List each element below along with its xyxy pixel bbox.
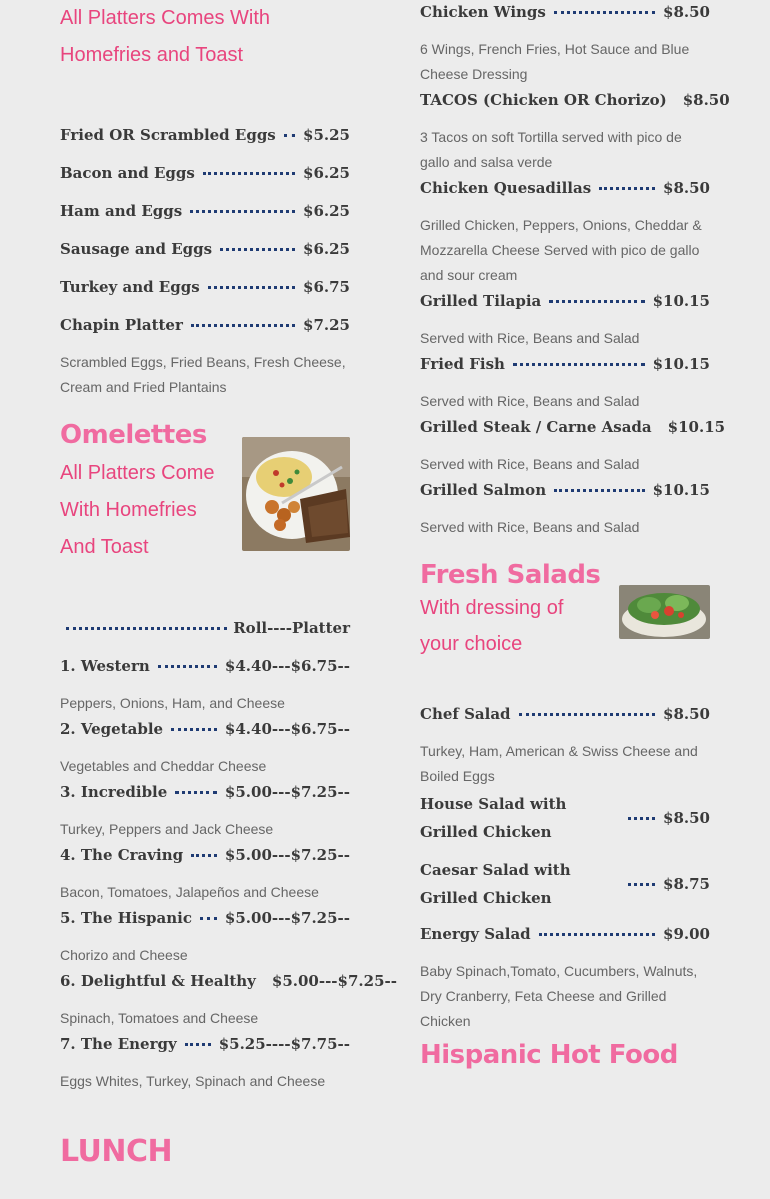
item-description: Vegetables and Cheddar Cheese [60, 758, 267, 774]
item-description: Served with Rice, Beans and Salad [420, 519, 640, 535]
dot-leader [513, 363, 645, 366]
item-description: 6 Wings, French Fries, Hot Sauce and Blue Cheese Dressing [420, 41, 690, 82]
item-name: Ham and Eggs [60, 202, 183, 220]
item-name: TACOS (Chicken OR Chorizo) [420, 91, 667, 109]
item-price: $5.00---$7.25-- [271, 972, 397, 990]
item-price: $5.00---$7.25-- [224, 909, 350, 927]
item-price: $6.75 [303, 278, 350, 296]
roll-platter-header-row [60, 619, 350, 637]
item-description: Served with Rice, Beans and Salad [420, 393, 640, 409]
omelette-item-3 [60, 783, 350, 801]
dot-leader [549, 300, 644, 303]
dot-leader [554, 489, 644, 492]
item-price: $8.75 [663, 875, 710, 893]
salad-photo [619, 585, 710, 639]
item-price: $6.25 [303, 164, 350, 182]
dot-leader [628, 817, 655, 820]
item-name: 3. Incredible [60, 783, 168, 801]
item-price: $8.50 [682, 91, 730, 109]
item-price: $5.00---$7.25-- [224, 846, 350, 864]
item-price: $5.00---$7.25-- [224, 783, 350, 801]
dot-leader [220, 248, 295, 251]
item-price: $6.25 [303, 202, 350, 220]
item-price: $8.50 [663, 809, 710, 827]
omelette-item-7 [60, 1035, 350, 1053]
chapin-description: Scrambled Eggs, Fried Beans, Fresh Cheese, Cream and Fried Plantains [60, 354, 346, 395]
salad-item-caesar [420, 856, 710, 912]
item-name: Turkey and Eggs [60, 278, 200, 296]
hispanic-hot-food-title: Hispanic Hot Food [420, 1040, 678, 1070]
item-description: Eggs Whites, Turkey, Spinach and Cheese [60, 1073, 326, 1089]
platters-note: All Platters Comes With Homefries and Toast [60, 7, 271, 66]
left-column [60, 0, 397, 1199]
dot-leader [628, 883, 655, 886]
item-description: Turkey, Peppers and Jack Cheese [60, 821, 274, 837]
right-column [420, 0, 730, 1199]
item-price: $8.50 [663, 705, 710, 723]
menu-item-salmon [420, 481, 710, 499]
item-name: Chef Salad [420, 705, 511, 723]
item-description: 3 Tacos on soft Tortilla served with pico de gallo and salsa verde [420, 129, 682, 170]
dot-leader [171, 728, 217, 731]
item-name: Caesar Salad with Grilled Chicken [420, 861, 571, 907]
dot-leader [190, 210, 295, 213]
item-name: Grilled Steak / Carne Asada [420, 418, 652, 436]
item-price: $10.15 [667, 418, 726, 436]
dot-leader [191, 324, 295, 327]
omelette-photo [242, 437, 350, 551]
item-name: 7. The Energy [60, 1035, 177, 1053]
menu-item-turkey-eggs [60, 278, 350, 296]
item-name: Grilled Tilapia [420, 292, 542, 310]
item-name: Grilled Salmon [420, 481, 547, 499]
item-name: Energy Salad [420, 925, 531, 943]
item-name: House Salad with Grilled Chicken [420, 795, 567, 841]
menu-item-bacon-eggs [60, 164, 350, 182]
dot-leader [175, 791, 217, 794]
omelette-item-4 [60, 846, 350, 864]
menu-item-chicken-wings [420, 3, 710, 21]
item-name: Chicken Quesadillas [420, 179, 592, 197]
dot-leader [185, 1043, 211, 1046]
item-description: Grilled Chicken, Peppers, Onions, Cheddar & Mozzarella Cheese Served with pico de gallo and sour cream [420, 217, 702, 283]
item-price: $9.00 [663, 925, 710, 943]
menu-item-quesadillas [420, 179, 710, 197]
salad-item-energy [420, 925, 710, 943]
omelette-item-2 [60, 720, 350, 738]
roll-platter-header: Roll----Platter [233, 619, 350, 637]
item-price: $10.15 [652, 292, 710, 310]
item-description: Peppers, Onions, Ham, and Cheese [60, 695, 285, 711]
menu-item-chapin-platter [60, 316, 350, 334]
item-price: $5.25----$7.75-- [218, 1035, 350, 1053]
item-description: Turkey, Ham, American & Swiss Cheese and Boiled Eggs [420, 743, 698, 784]
salad-item-house [420, 790, 710, 846]
menu-item-tilapia [420, 292, 710, 310]
item-price: $8.50 [663, 3, 710, 21]
item-name: Sausage and Eggs [60, 240, 213, 258]
salads-title: Fresh Salads [420, 560, 601, 590]
item-name: 1. Western [60, 657, 150, 675]
dot-leader [200, 917, 217, 920]
omelettes-title: Omelettes [60, 420, 207, 450]
menu-item-ham-eggs [60, 202, 350, 220]
item-price: $5.25 [303, 126, 350, 144]
item-description: Served with Rice, Beans and Salad [420, 330, 640, 346]
dot-leader [599, 187, 655, 190]
item-price: $10.15 [652, 355, 710, 373]
dot-leader [554, 11, 655, 14]
item-description: Baby Spinach,Tomato, Cucumbers, Walnuts, Dry Cranberry, Feta Cheese and Grilled Chicken [420, 963, 698, 1029]
omelette-item-6 [60, 972, 397, 990]
item-price: $6.25 [303, 240, 350, 258]
item-name: Chicken Wings [420, 3, 546, 21]
item-name: 2. Vegetable [60, 720, 164, 738]
dot-leader [158, 665, 217, 668]
salad-item-chef [420, 705, 710, 723]
item-price: $4.40---$6.75-- [224, 720, 350, 738]
dot-leader [539, 933, 655, 936]
item-description: Spinach, Tomatoes and Cheese [60, 1010, 259, 1026]
lunch-title: LUNCH [60, 1134, 173, 1169]
menu-item-fried-fish [420, 355, 710, 373]
item-price: $7.25 [303, 316, 350, 334]
menu-item-sausage-eggs [60, 240, 350, 258]
menu-item-fried-eggs [60, 126, 350, 144]
dot-leader [191, 854, 217, 857]
item-name: 6. Delightful & Healthy [60, 972, 256, 990]
item-name: 5. The Hispanic [60, 909, 192, 927]
dot-leader [66, 627, 227, 630]
item-price: $10.15 [652, 481, 710, 499]
item-name: Fried Fish [420, 355, 505, 373]
item-name: Bacon and Eggs [60, 164, 195, 182]
item-description: Served with Rice, Beans and Salad [420, 456, 640, 472]
dot-leader [519, 713, 655, 716]
item-price: $4.40---$6.75-- [224, 657, 350, 675]
dot-leader [284, 134, 295, 137]
item-price: $8.50 [663, 179, 710, 197]
item-name: Chapin Platter [60, 316, 183, 334]
omelettes-note: All Platters Come With Homefries And Toast [60, 462, 215, 558]
dot-leader [203, 172, 295, 175]
item-description: Bacon, Tomatoes, Jalapeños and Cheese [60, 884, 319, 900]
omelette-item-5 [60, 909, 350, 927]
item-name: 4. The Craving [60, 846, 184, 864]
dot-leader [208, 286, 295, 289]
omelette-item-1 [60, 657, 350, 675]
menu-item-steak [420, 418, 726, 436]
menu-item-tacos [420, 91, 730, 109]
item-description: Chorizo and Cheese [60, 947, 188, 963]
item-name: Fried OR Scrambled Eggs [60, 126, 276, 144]
salads-note: With dressing of your choice [420, 597, 564, 655]
